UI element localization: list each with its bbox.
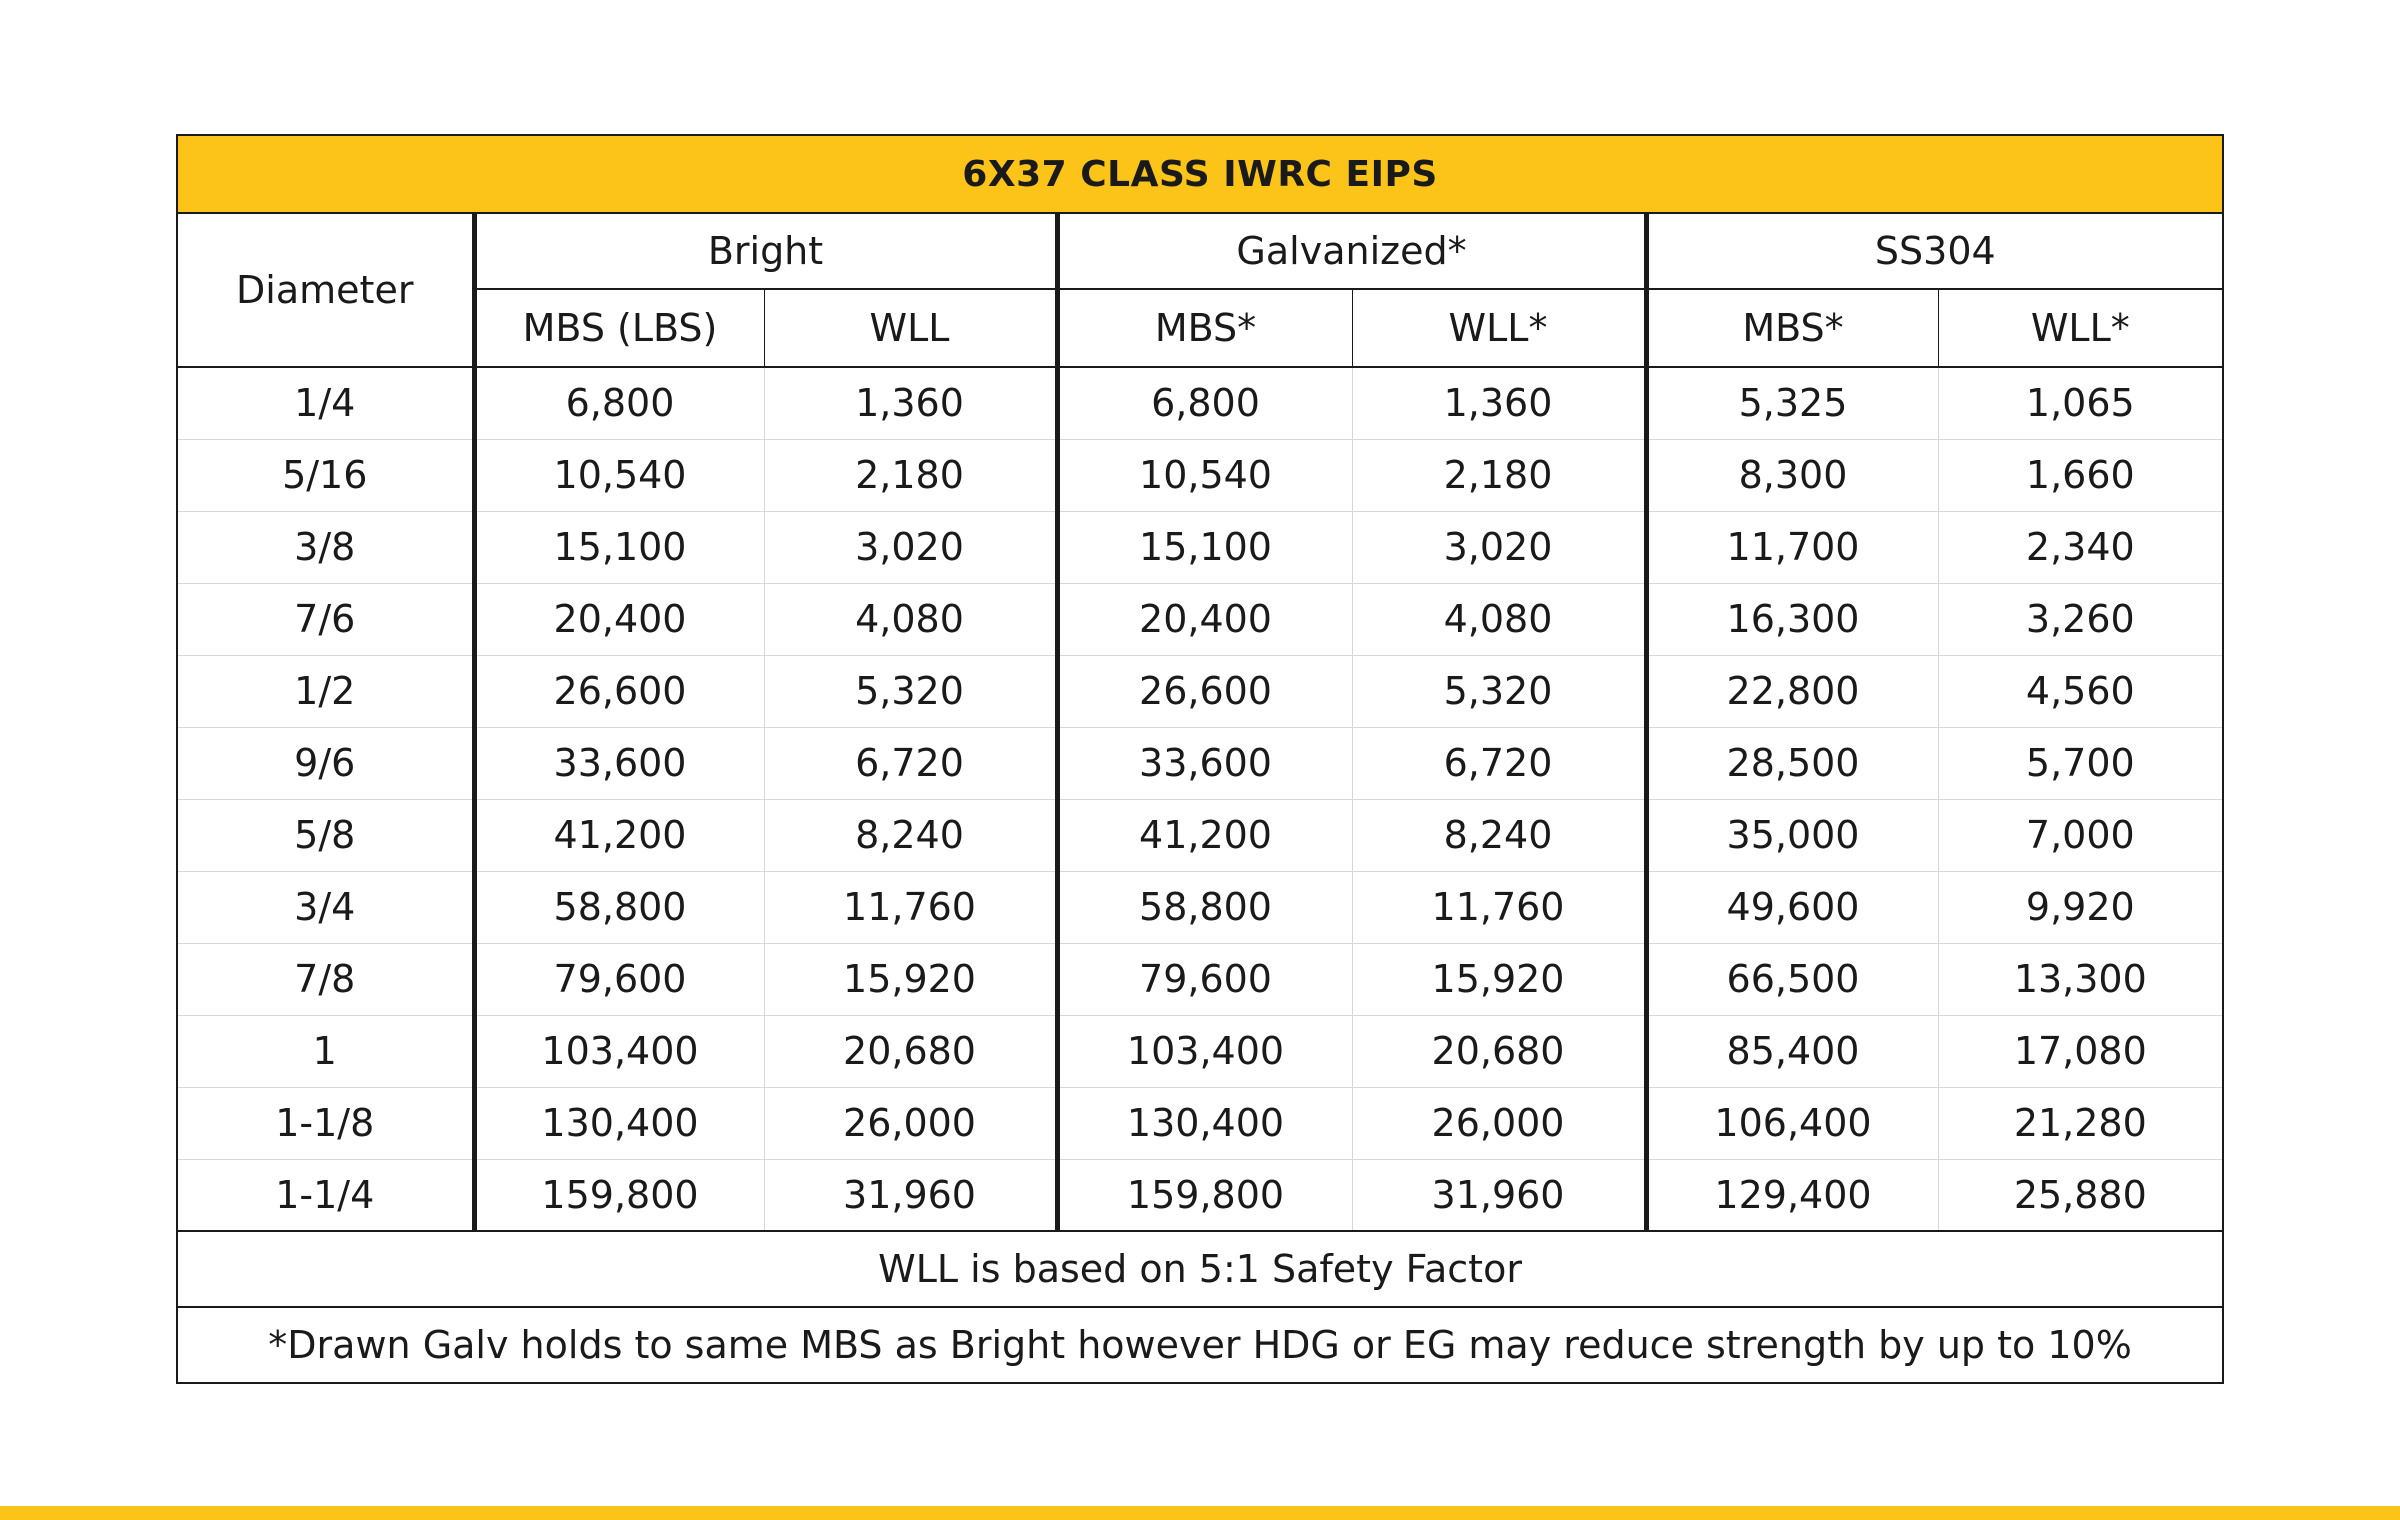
cell-ss304-wll: 13,300: [1938, 943, 2223, 1015]
cell-ss304-mbs: 106,400: [1646, 1087, 1938, 1159]
cell-galvanized-wll: 8,240: [1352, 799, 1646, 871]
wire-rope-spec-table: [176, 134, 2224, 1384]
cell-galvanized-wll: 11,760: [1352, 871, 1646, 943]
cell-galvanized-wll: 15,920: [1352, 943, 1646, 1015]
table-row: [177, 1159, 2223, 1231]
subheader-bright-wll: WLL: [764, 289, 1057, 367]
cell-bright-mbs: 130,400: [474, 1087, 764, 1159]
subheader-ss304-wll: WLL*: [1938, 289, 2223, 367]
cell-ss304-mbs: 8,300: [1646, 439, 1938, 511]
cell-ss304-wll: 5,700: [1938, 727, 2223, 799]
cell-diameter: 3/8: [177, 511, 474, 583]
cell-ss304-mbs: 28,500: [1646, 727, 1938, 799]
table-body: [177, 367, 2223, 1231]
cell-bright-mbs: 159,800: [474, 1159, 764, 1231]
cell-bright-wll: 5,320: [764, 655, 1057, 727]
cell-bright-wll: 15,920: [764, 943, 1057, 1015]
table-row: [177, 583, 2223, 655]
cell-bright-wll: 4,080: [764, 583, 1057, 655]
cell-bright-wll: 3,020: [764, 511, 1057, 583]
cell-bright-mbs: 103,400: [474, 1015, 764, 1087]
cell-galvanized-mbs: 10,540: [1057, 439, 1352, 511]
table-row: [177, 799, 2223, 871]
cell-bright-mbs: 26,600: [474, 655, 764, 727]
table-title: 6X37 CLASS IWRC EIPS: [177, 135, 2223, 213]
cell-bright-wll: 6,720: [764, 727, 1057, 799]
cell-galvanized-mbs: 58,800: [1057, 871, 1352, 943]
cell-ss304-mbs: 11,700: [1646, 511, 1938, 583]
cell-ss304-mbs: 22,800: [1646, 655, 1938, 727]
cell-bright-wll: 26,000: [764, 1087, 1057, 1159]
cell-diameter: 7/8: [177, 943, 474, 1015]
table-row: [177, 727, 2223, 799]
table-row: [177, 871, 2223, 943]
cell-ss304-wll: 3,260: [1938, 583, 2223, 655]
cell-bright-mbs: 6,800: [474, 367, 764, 439]
cell-bright-wll: 2,180: [764, 439, 1057, 511]
galvanized-footnote: *Drawn Galv holds to same MBS as Bright however HDG or EG may reduce strength by up to 10%: [177, 1307, 2223, 1383]
cell-galvanized-wll: 1,360: [1352, 367, 1646, 439]
cell-ss304-mbs: 129,400: [1646, 1159, 1938, 1231]
cell-diameter: 9/6: [177, 727, 474, 799]
cell-galvanized-wll: 6,720: [1352, 727, 1646, 799]
group-header-ss304: SS304: [1646, 213, 2223, 289]
cell-bright-mbs: 79,600: [474, 943, 764, 1015]
cell-ss304-mbs: 16,300: [1646, 583, 1938, 655]
cell-ss304-wll: 17,080: [1938, 1015, 2223, 1087]
cell-galvanized-mbs: 130,400: [1057, 1087, 1352, 1159]
subheader-galvanized-mbs: MBS*: [1057, 289, 1352, 367]
table-row: [177, 655, 2223, 727]
cell-diameter: 1: [177, 1015, 474, 1087]
table-row: [177, 1087, 2223, 1159]
cell-bright-wll: 11,760: [764, 871, 1057, 943]
cell-diameter: 1-1/4: [177, 1159, 474, 1231]
cell-diameter: 5/16: [177, 439, 474, 511]
cell-galvanized-wll: 3,020: [1352, 511, 1646, 583]
cell-diameter: 5/8: [177, 799, 474, 871]
table-row: [177, 1015, 2223, 1087]
cell-diameter: 7/6: [177, 583, 474, 655]
cell-galvanized-wll: 31,960: [1352, 1159, 1646, 1231]
subheader-bright-mbs: MBS (LBS): [474, 289, 764, 367]
cell-bright-mbs: 33,600: [474, 727, 764, 799]
cell-bright-wll: 31,960: [764, 1159, 1057, 1231]
cell-diameter: 1/2: [177, 655, 474, 727]
cell-bright-mbs: 10,540: [474, 439, 764, 511]
subheader-galvanized-wll: WLL*: [1352, 289, 1646, 367]
cell-ss304-mbs: 5,325: [1646, 367, 1938, 439]
cell-bright-mbs: 15,100: [474, 511, 764, 583]
subheader-ss304-mbs: MBS*: [1646, 289, 1938, 367]
cell-ss304-mbs: 85,400: [1646, 1015, 1938, 1087]
cell-galvanized-wll: 4,080: [1352, 583, 1646, 655]
cell-bright-mbs: 58,800: [474, 871, 764, 943]
cell-bright-wll: 1,360: [764, 367, 1057, 439]
cell-bright-mbs: 20,400: [474, 583, 764, 655]
cell-galvanized-mbs: 15,100: [1057, 511, 1352, 583]
group-header-bright: Bright: [474, 213, 1057, 289]
cell-galvanized-wll: 2,180: [1352, 439, 1646, 511]
cell-ss304-mbs: 49,600: [1646, 871, 1938, 943]
group-header-galvanized: Galvanized*: [1057, 213, 1646, 289]
cell-galvanized-mbs: 6,800: [1057, 367, 1352, 439]
cell-bright-wll: 20,680: [764, 1015, 1057, 1087]
cell-galvanized-wll: 26,000: [1352, 1087, 1646, 1159]
table-row: [177, 439, 2223, 511]
cell-ss304-wll: 21,280: [1938, 1087, 2223, 1159]
cell-galvanized-mbs: 159,800: [1057, 1159, 1352, 1231]
cell-ss304-wll: 1,660: [1938, 439, 2223, 511]
cell-galvanized-mbs: 33,600: [1057, 727, 1352, 799]
cell-galvanized-mbs: 26,600: [1057, 655, 1352, 727]
table-row: [177, 943, 2223, 1015]
cell-galvanized-mbs: 41,200: [1057, 799, 1352, 871]
cell-galvanized-wll: 20,680: [1352, 1015, 1646, 1087]
safety-factor-note: WLL is based on 5:1 Safety Factor: [177, 1231, 2223, 1307]
cell-diameter: 3/4: [177, 871, 474, 943]
cell-ss304-wll: 2,340: [1938, 511, 2223, 583]
cell-bright-wll: 8,240: [764, 799, 1057, 871]
cell-bright-mbs: 41,200: [474, 799, 764, 871]
bottom-accent-bar: [0, 1506, 2400, 1520]
cell-diameter: 1-1/8: [177, 1087, 474, 1159]
cell-ss304-wll: 9,920: [1938, 871, 2223, 943]
cell-ss304-mbs: 66,500: [1646, 943, 1938, 1015]
cell-ss304-wll: 1,065: [1938, 367, 2223, 439]
cell-galvanized-wll: 5,320: [1352, 655, 1646, 727]
cell-ss304-wll: 25,880: [1938, 1159, 2223, 1231]
table-row: [177, 511, 2223, 583]
cell-galvanized-mbs: 20,400: [1057, 583, 1352, 655]
cell-galvanized-mbs: 79,600: [1057, 943, 1352, 1015]
cell-ss304-wll: 4,560: [1938, 655, 2223, 727]
cell-ss304-mbs: 35,000: [1646, 799, 1938, 871]
spec-table-container: [176, 134, 2222, 1384]
cell-ss304-wll: 7,000: [1938, 799, 2223, 871]
diameter-header: Diameter: [177, 213, 474, 367]
table-row: [177, 367, 2223, 439]
cell-galvanized-mbs: 103,400: [1057, 1015, 1352, 1087]
cell-diameter: 1/4: [177, 367, 474, 439]
